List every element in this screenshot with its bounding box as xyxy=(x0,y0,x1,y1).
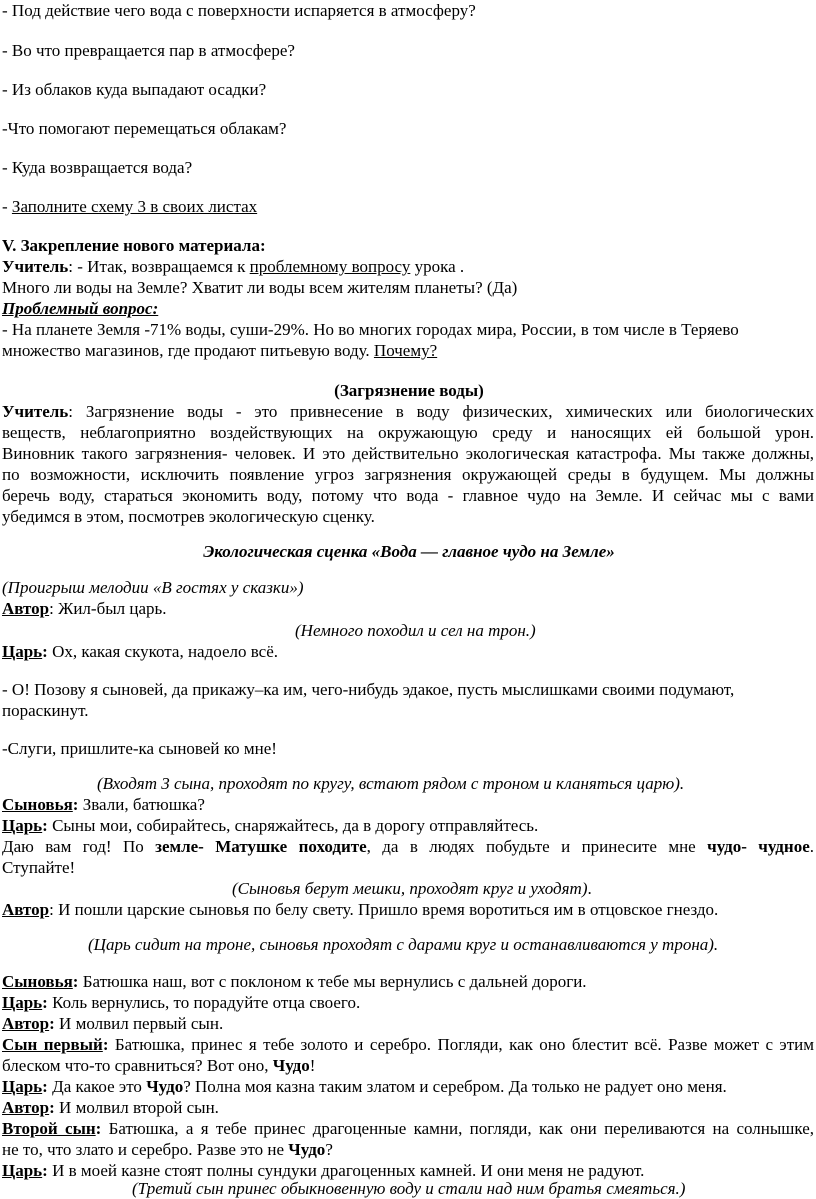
question-line: Много ли воды на Земле? Хватит ли воды всем жителям планеты? (Да) xyxy=(2,278,518,297)
stage-direction-1: (Немного походил и сел на трон.) xyxy=(295,621,536,640)
author-line-2: Автор: И пошли царские сыновья по белу свету. Пришло время воротиться им в отцовское гнездо. xyxy=(2,900,719,919)
stage-direction-3: (Сыновья берут мешки, проходят круг и уходят). xyxy=(232,879,592,898)
pollution-line-6: убедимся в этом, посмотрев экологическую сценку. xyxy=(2,507,375,526)
section-heading: V. Закрепление нового материала: xyxy=(2,236,266,255)
author-line-4: Автор: И молвил второй сын. xyxy=(2,1098,219,1117)
question-1: - Под действие чего вода с поверхности испаряется в атмосферу? xyxy=(2,1,476,20)
question-4: -Что помогают перемещаться облакам? xyxy=(2,119,287,138)
tsar-line-6: Царь: Коль вернулись, то порадуйте отца своего. xyxy=(2,993,361,1012)
teacher-label: Учитель xyxy=(2,257,69,276)
second-son-line-2: не то, что злато и серебро. Разве это не Чудо? xyxy=(2,1140,333,1159)
pollution-heading: (Загрязнение воды) xyxy=(334,381,484,400)
pollution-line-4: по возможности, исключить появление угроз загрязнения окружающей среды в будущем. Мы должны xyxy=(2,465,814,484)
pollution-line-5: беречь воду, стараться экономить воду, потому что вода - главное чудо на Земле. И сейчас мы с вами xyxy=(2,486,814,505)
tsar-line-2b: пораскинут. xyxy=(2,701,89,720)
question-3: - Из облаков куда выпадают осадки? xyxy=(2,80,267,99)
pollution-line-3: Виновник такого загрязнения- человек. И это действительно экологическая катастрофа. Мы также должны, xyxy=(2,444,814,463)
skit-title: Экологическая сценка «Вода — главное чудо на Земле» xyxy=(203,542,615,561)
pollution-line-1: Учитель: Загрязнение воды - это привнесение в воду физических, химических или биологических xyxy=(2,402,814,421)
author-line-3: Автор: И молвил первый сын. xyxy=(2,1014,224,1033)
fill-scheme-instruction: Заполните схему 3 в своих листах xyxy=(11,197,258,216)
tsar-line-1: Царь: Ох, какая скукота, надоело всё. xyxy=(2,642,278,661)
problem-label: Проблемный вопрос: xyxy=(2,299,159,318)
question-5: - Куда возвращается вода? xyxy=(2,158,193,177)
pollution-line-2: веществ, неблагоприятно воздействующих на окружающую среду и наносящих ей большой урон. xyxy=(2,423,814,442)
tsar-line-3: -Слуги, пришлите-ка сыновей ко мне! xyxy=(2,739,277,758)
question-2: - Во что превращается пар в атмосфере? xyxy=(2,41,295,60)
teacher-line: Учитель: - Итак, возвращаемся к проблемному вопросу урока . xyxy=(2,257,465,276)
stage-direction-2: (Входят 3 сына, проходят по кругу, встают рядом с троном и кланяться царю). xyxy=(97,774,685,793)
tsar-line-7: Царь: Да какое это Чудо? Полна моя казна таким златом и серебром. Да только не радует оно меня. xyxy=(2,1077,727,1096)
first-son-line-2: блеском что-то сравниться? Вот оно, Чудо! xyxy=(2,1056,316,1075)
why-link: Почему? xyxy=(373,341,438,360)
melody-note: (Проигрыш мелодии «В гостях у сказки») xyxy=(2,578,304,597)
tsar-line-5: Даю вам год! По земле- Матушке походите, да в людях побудьте и принесите мне чудо- чудное. xyxy=(2,837,814,856)
problem-line-2: множество магазинов, где продают питьевую воду. Почему? xyxy=(2,341,438,360)
second-son-line-1: Второй сын: Батюшка, а я тебе принес драгоценные камни, погляди, как они переливаются на солнышке, xyxy=(2,1119,814,1138)
sons-line-1: Сыновья: Звали, батюшка? xyxy=(2,795,205,814)
author-line-1: Автор: Жил-был царь. xyxy=(2,599,167,618)
tsar-line-2: - О! Позову я сыновей, да прикажу–ка им, чего-нибудь эдакое, пусть мыслишками своими подумают, xyxy=(2,680,735,699)
tsar-line-8: Царь: И в моей казне стоят полны сундуки драгоценных камней. И они меня не радуют. xyxy=(2,1161,645,1180)
stage-direction-5: (Третий сын принес обыкновенную воду и стали над ним братья смеяться.) xyxy=(132,1179,686,1198)
problem-question-link: проблемному вопросу xyxy=(249,257,411,276)
first-son-line-1: Сын первый: Батюшка, принес я тебе золото и серебро. Погляди, как оно блестит всё. Разве может с этим xyxy=(2,1035,814,1054)
tsar-line-4: Царь: Сыны мои, собирайтесь, снаряжайтесь, да в дорогу отправляйтесь. xyxy=(2,816,539,835)
question-6: - Заполните схему 3 в своих листах xyxy=(2,197,258,216)
sons-line-2: Сыновья: Батюшка наш, вот с поклоном к тебе мы вернулись с дальней дороги. xyxy=(2,972,587,991)
stage-direction-4: (Царь сидит на троне, сыновья проходят с дарами круг и останавливаются у трона). xyxy=(88,935,719,954)
tsar-line-5b: Ступайте! xyxy=(2,858,76,877)
problem-line-1: - На планете Земля -71% воды, суши-29%. Но во многих городах мира, России, в том числе в Теряево xyxy=(2,320,739,339)
